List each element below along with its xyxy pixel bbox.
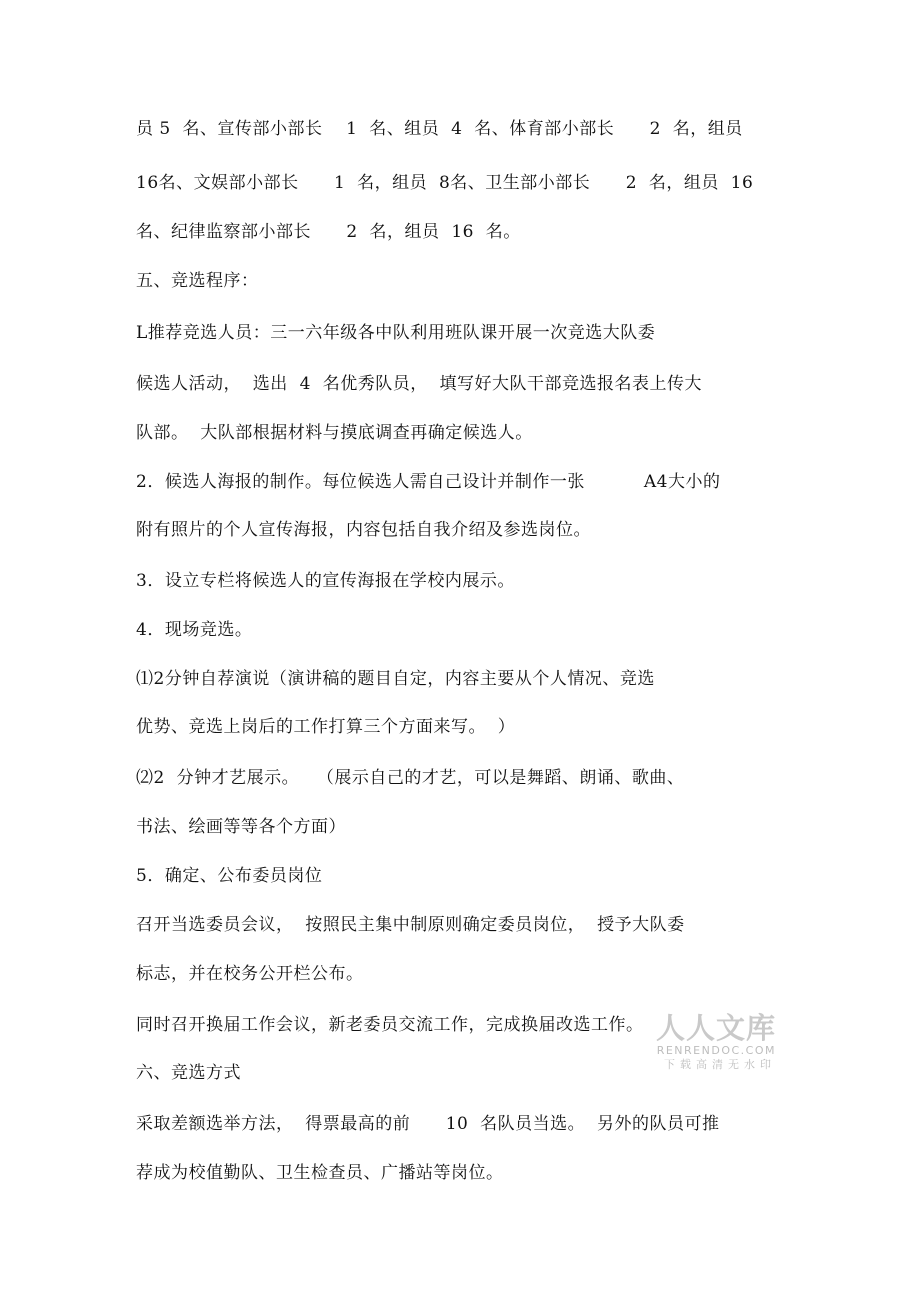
text-line: 采取差额选举方法， 得票最高的前 10 名队员当选。 另外的队员可推 — [136, 1114, 720, 1134]
watermark-title: 人人文库 — [655, 1011, 776, 1045]
text-line: 2．候选人海报的制作。每位候选人需自己设计并制作一张 A4大小的 — [136, 472, 721, 492]
watermark-subtitle: 下载高清无水印 — [664, 1058, 776, 1071]
watermark — [646, 1012, 776, 1072]
text-line: 3．设立专栏将候选人的宣传海报在学校内展示。 — [136, 571, 515, 591]
text-line: ⑵2 分钟才艺展示。 （展示自己的才艺，可以是舞蹈、朗诵、歌曲、 — [136, 768, 685, 788]
text-line: ⑴2分钟自荐演说（演讲稿的题目自定，内容主要从个人情况、竞选 — [136, 669, 655, 689]
text-line: 4．现场竞选。 — [136, 620, 253, 640]
text-line: 同时召开换届工作会议，新老委员交流工作，完成换届改选工作。 — [136, 1015, 644, 1035]
text-line: 附有照片的个人宣传海报，内容包括自我介绍及参选岗位。 — [136, 520, 591, 540]
text-line: 荐成为校值勤队、卫生检查员、广播站等岗位。 — [136, 1163, 504, 1183]
text-line: 候选人活动， 选出 4 名优秀队员， 填写好大队干部竞选报名表上传大 — [136, 374, 703, 394]
text-line: 队部。 大队部根据材料与摸底调查再确定候选人。 — [136, 423, 533, 443]
text-line: 标志，并在校务公开栏公布。 — [136, 964, 364, 984]
section-heading-method: 六、竞选方式 — [136, 1063, 241, 1083]
text-line: 优势、竞选上岗后的工作打算三个方面来写。 ） — [136, 717, 516, 737]
text-line: 5．确定、公布委员岗位 — [136, 866, 323, 886]
text-line: L推荐竞选人员：三一六年级各中队利用班队课开展一次竞选大队委 — [136, 323, 656, 343]
text-line: 16名、文娱部小部长 1 名，组员 8名、卫生部小部长 2 名，组员 16 — [136, 173, 754, 193]
section-heading-procedure: 五、竞选程序： — [136, 271, 259, 291]
text-line: 员 5 名、宣传部小部长 1 名、组员 4 名、体育部小部长 2 名，组员 — [136, 119, 743, 139]
text-line: 书法、绘画等等各个方面） — [136, 817, 346, 837]
text-line: 名、纪律监察部小部长 2 名，组员 16 名。 — [136, 222, 521, 242]
text-line: 召开当选委员会议， 按照民主集中制原则确定委员岗位， 授予大队委 — [136, 915, 685, 935]
watermark-domain: RENRENDOC.COM — [656, 1044, 776, 1057]
